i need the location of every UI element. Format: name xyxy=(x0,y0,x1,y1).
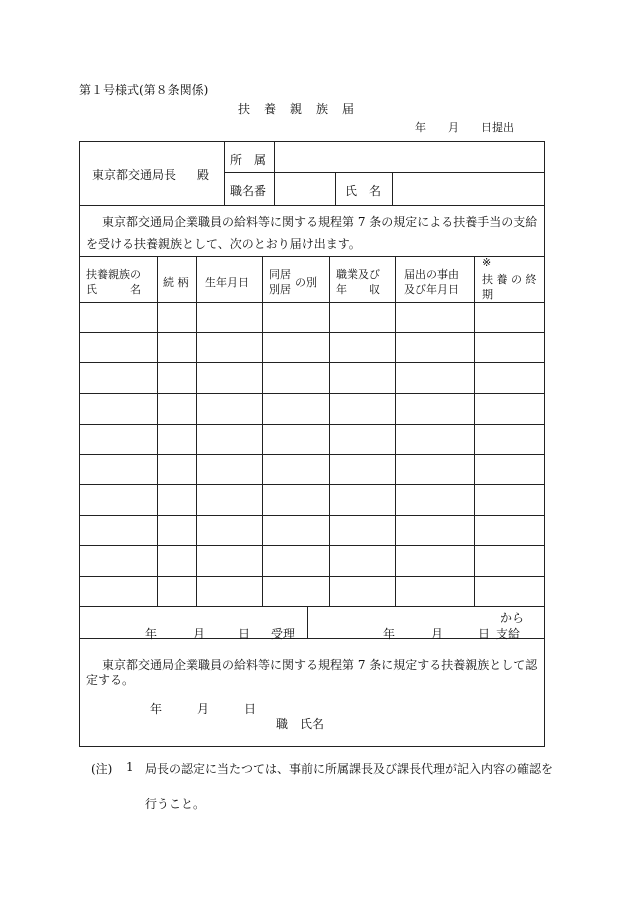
header-birthdate: 生年月日 xyxy=(205,276,249,289)
header-end-1: 扶 養 の 終 xyxy=(482,273,537,286)
header-occupation-1: 職業及び xyxy=(336,268,380,281)
certification-month: 月 xyxy=(197,702,210,716)
cell-birthdate[interactable] xyxy=(199,458,259,482)
cell-birthdate[interactable] xyxy=(199,366,259,390)
dept-field[interactable] xyxy=(280,151,540,167)
cell-reason[interactable] xyxy=(398,488,471,512)
header-residence-1: 同居 xyxy=(269,268,291,281)
cell-residence[interactable] xyxy=(265,306,326,330)
cell-end[interactable] xyxy=(477,549,542,573)
header-occupation-2: 年 収 xyxy=(336,283,380,296)
cell-end[interactable] xyxy=(477,397,542,421)
cell-name[interactable] xyxy=(82,580,154,604)
name-field[interactable] xyxy=(398,182,540,198)
cell-relation[interactable] xyxy=(160,488,194,512)
receipt-received: 受理 xyxy=(271,627,296,641)
name-label: 氏 名 xyxy=(345,184,382,198)
receipt-day: 日 xyxy=(238,627,251,641)
cell-name[interactable] xyxy=(82,458,154,482)
cell-name[interactable] xyxy=(82,488,154,512)
staff-number-field[interactable] xyxy=(280,182,332,198)
cell-reason[interactable] xyxy=(398,458,471,482)
header-name-1: 扶養親族の xyxy=(86,268,141,281)
cell-reason[interactable] xyxy=(398,397,471,421)
cell-end[interactable] xyxy=(477,306,542,330)
cell-reason[interactable] xyxy=(398,519,471,543)
cell-reason[interactable] xyxy=(398,580,471,604)
cell-end[interactable] xyxy=(477,488,542,512)
certification-day: 日 xyxy=(244,702,257,716)
note-line-2: 行うこと。 xyxy=(145,797,206,811)
cell-residence[interactable] xyxy=(265,428,326,452)
cell-birthdate[interactable] xyxy=(199,519,259,543)
cell-birthdate[interactable] xyxy=(199,336,259,360)
cell-end[interactable] xyxy=(477,428,542,452)
cell-residence[interactable] xyxy=(265,397,326,421)
cell-birthdate[interactable] xyxy=(199,397,259,421)
header-reason-2: 及び年月日 xyxy=(404,283,459,296)
payment-month: 月 xyxy=(431,627,444,641)
cell-birthdate[interactable] xyxy=(199,488,259,512)
receipt-year: 年 xyxy=(145,627,158,641)
cell-residence[interactable] xyxy=(265,519,326,543)
note-number: 1 xyxy=(126,760,134,774)
header-end-2: 期 xyxy=(482,288,493,301)
note-line-1: 局長の認定に当たつては、事前に所属課長及び課長代理が記入内容の確認を xyxy=(145,762,554,776)
header-residence-2: 別居 xyxy=(269,283,291,296)
cell-reason[interactable] xyxy=(398,306,471,330)
cell-end[interactable] xyxy=(477,366,542,390)
cell-name[interactable] xyxy=(82,519,154,543)
note-label: (注) xyxy=(91,762,113,776)
cell-residence[interactable] xyxy=(265,580,326,604)
cell-name[interactable] xyxy=(82,336,154,360)
cell-name[interactable] xyxy=(82,366,154,390)
receipt-month: 月 xyxy=(193,627,206,641)
cell-residence[interactable] xyxy=(265,549,326,573)
cell-residence[interactable] xyxy=(265,366,326,390)
recipient: 東京都交通局長 xyxy=(92,168,177,182)
payment-year: 年 xyxy=(383,627,396,641)
cell-relation[interactable] xyxy=(160,306,194,330)
cell-residence[interactable] xyxy=(265,336,326,360)
cell-occupation[interactable] xyxy=(332,397,392,421)
cell-reason[interactable] xyxy=(398,428,471,452)
header-reason-1: 届出の事由 xyxy=(404,268,459,281)
cell-end[interactable] xyxy=(477,580,542,604)
cell-occupation[interactable] xyxy=(332,580,392,604)
declaration-line-2: を受ける扶養親族として、次のとおり届け出ます。 xyxy=(86,237,361,251)
cell-name[interactable] xyxy=(82,306,154,330)
header-residence-suffix: の別 xyxy=(295,276,317,289)
cell-relation[interactable] xyxy=(160,336,194,360)
dept-label: 所 属 xyxy=(230,153,267,167)
header-relation: 続 柄 xyxy=(163,276,189,289)
declaration-line-1: 東京都交通局企業職員の給料等に関する規程第 7 条の規定による扶養手当の支給 xyxy=(102,215,538,229)
cell-reason[interactable] xyxy=(398,366,471,390)
cell-end[interactable] xyxy=(477,519,542,543)
cell-relation[interactable] xyxy=(160,458,194,482)
cell-occupation[interactable] xyxy=(332,366,392,390)
payment-kara: から xyxy=(500,611,525,625)
cell-relation[interactable] xyxy=(160,428,194,452)
cell-birthdate[interactable] xyxy=(199,428,259,452)
cell-occupation[interactable] xyxy=(332,336,392,360)
cell-reason[interactable] xyxy=(398,336,471,360)
cell-occupation[interactable] xyxy=(332,458,392,482)
cell-occupation[interactable] xyxy=(332,306,392,330)
payment-day: 日 xyxy=(478,627,491,641)
cell-name[interactable] xyxy=(82,397,154,421)
honorific: 殿 xyxy=(197,168,210,182)
payment-label: 支給 xyxy=(496,627,521,641)
cell-end[interactable] xyxy=(477,336,542,360)
cell-occupation[interactable] xyxy=(332,488,392,512)
cell-occupation[interactable] xyxy=(332,428,392,452)
cell-residence[interactable] xyxy=(265,458,326,482)
cell-birthdate[interactable] xyxy=(199,580,259,604)
certification-line-2: 定する。 xyxy=(86,673,135,687)
cell-name[interactable] xyxy=(82,428,154,452)
certification-signer: 職 氏名 xyxy=(276,717,325,731)
form-number: 第１号様式(第８条関係) xyxy=(79,83,209,97)
cell-residence[interactable] xyxy=(265,488,326,512)
staff-number-label: 職名番 xyxy=(230,184,267,198)
cell-birthdate[interactable] xyxy=(199,306,259,330)
cell-reason[interactable] xyxy=(398,549,471,573)
certification-line-1: 東京都交通局企業職員の給料等に関する規程第 7 条に規定する扶養親族として認 xyxy=(102,658,538,672)
form-title: 扶 養 親 族 届 xyxy=(238,102,356,116)
cell-relation[interactable] xyxy=(160,519,194,543)
certification-year: 年 xyxy=(150,702,163,716)
header-end-mark: ※ xyxy=(482,256,492,269)
cell-relation[interactable] xyxy=(160,549,194,573)
cell-occupation[interactable] xyxy=(332,549,392,573)
cell-relation[interactable] xyxy=(160,580,194,604)
header-name-2: 氏 名 xyxy=(86,283,141,296)
cell-name[interactable] xyxy=(82,549,154,573)
submission-date: 年 月 日提出 xyxy=(415,121,514,134)
cell-occupation[interactable] xyxy=(332,519,392,543)
cell-relation[interactable] xyxy=(160,397,194,421)
cell-birthdate[interactable] xyxy=(199,549,259,573)
cell-end[interactable] xyxy=(477,458,542,482)
cell-relation[interactable] xyxy=(160,366,194,390)
